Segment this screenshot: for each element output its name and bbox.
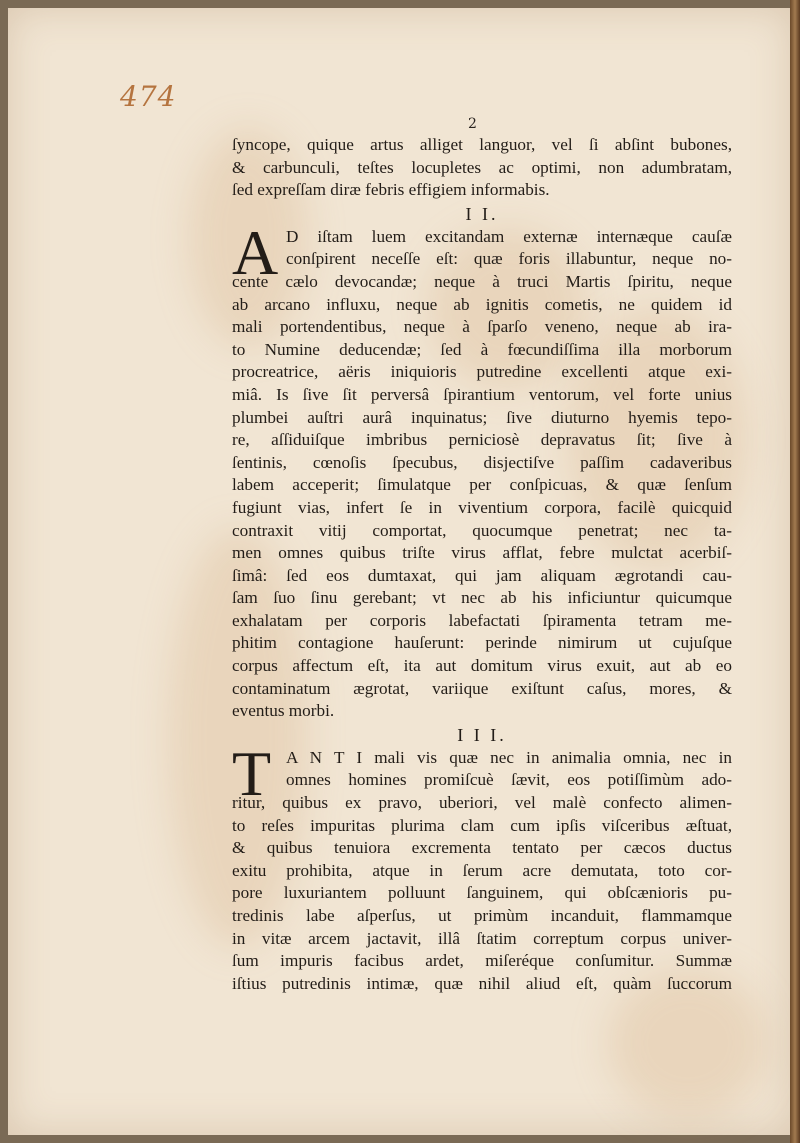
text-line: eventus morbi. — [232, 701, 335, 721]
text-line: to reſes impuritas plurima clam cum ipſis viſceribus æſtuat, — [232, 815, 732, 835]
text-line: fugiunt vias, infert ſe in viventium corpora, facilè quicquid — [232, 497, 732, 517]
text-line: ſum impuris facibus ardet, miſeréque conſumitur. Summæ — [232, 951, 732, 971]
section-iii-paragraph — [232, 737, 732, 996]
section-heading-ii: I I. — [465, 203, 499, 224]
text-line: ſentinis, cœnoſis ſpecubus, disjectiſve paſſim cadaveribus — [232, 452, 732, 472]
text-line: & quibus tenuiora excrementa tentato per cæcos ductus — [232, 838, 732, 858]
text-line: procreatrice, aëris iniquioris putredine excellenti atque exi- — [232, 362, 732, 382]
text-line: labem acceperit; ſimulatque per conſpicuas, & quæ ſenſum — [232, 475, 732, 495]
text-line: ritur, quibus ex pravo, uberiori, vel malè confecto alimen- — [232, 793, 732, 813]
opening-paragraph — [232, 134, 732, 202]
text-line: to Numine deducendæ; ſed à fœcundiſſima illa morborum — [232, 339, 732, 359]
body-text — [232, 134, 732, 995]
text-line: tredinis labe aſperſus, ut primùm incanduit, flammamque — [232, 906, 732, 925]
text-line: pore luxuriantem polluunt ſanguinem, qui obſcænioris pu- — [232, 883, 732, 903]
text-line: phitim contagione hauſerunt: perinde nimirum ut cujuſque — [232, 633, 732, 653]
text-line: ab arcano influxu, neque ab ignitis cometis, ne quidem id — [232, 294, 732, 314]
text-line: contraxit vitij comportat, quocumque penetrat; nec ta- — [232, 520, 732, 540]
text-line: ſam ſuo ſinu gerebant; vt nec ab his inficiuntur quicumque — [232, 588, 732, 608]
text-line: A N T I mali vis quæ nec in animalia omnia, nec in — [286, 747, 732, 767]
text-line: exitu prohibita, atque in ſerum acre demutata, toto cor- — [232, 860, 732, 880]
text-line: cente cælo devocandæ; neque à truci Martis ſpiritu, neque — [232, 271, 732, 291]
text-line: iſtius putredinis intimæ, quæ nihil aliud eſt, quàm ſuccorum — [232, 973, 732, 993]
text-line: miâ. Is ſive ſit perversâ ſpirantium ventorum, vel forte unius — [232, 384, 732, 404]
section-ii-paragraph — [232, 216, 732, 723]
text-line: ſed expreſſam diræ febris effigiem informabis. — [232, 180, 550, 200]
text-line: & carbunculi, teſtes locupletes ac optimi, non adumbratam, — [232, 157, 732, 177]
text-line: mali portendentibus, neque à ſparſo veneno, neque ab ira- — [232, 317, 732, 337]
text-line: omnes homines promiſcuè ſævit, eos potiſſimùm ado- — [286, 770, 732, 790]
text-line: ſyncope, quique artus alliget languor, vel ſi abſint bubones, — [232, 135, 732, 154]
text-line: plumbei auſtri aurâ inquinatus; ſive diuturno hyemis tepo- — [232, 407, 732, 427]
drop-capital: T — [232, 737, 272, 809]
section-heading-iii: I I I. — [457, 724, 507, 745]
handwritten-folio-number: 474 — [120, 80, 177, 113]
book-fore-edge — [790, 0, 800, 1143]
text-line: conſpirent neceſſe eſt: quæ foris illabuntur, neque no- — [286, 249, 732, 269]
text-line: in vitæ arcem jactavit, illâ ſtatim correptum corpus univer- — [232, 928, 732, 948]
text-line: exhalatam per corporis labefactati ſpiramenta tetram me- — [232, 610, 732, 630]
text-line: re, aſſiduiſque imbribus perniciosè depravatus ſit; ſive à — [232, 430, 732, 450]
text-line: ſimâ: ſed eos dumtaxat, qui jam aliquam ægrotandi cau- — [232, 565, 732, 585]
text-line: D iſtam luem excitandam externæ internæque cauſæ — [286, 226, 732, 246]
text-line: men omnes quibus triſte virus afflat, febre mulctat acerbiſ- — [232, 543, 732, 563]
text-line: contaminatum ægrotat, variique exiſtunt caſus, mores, & — [232, 678, 732, 698]
drop-capital: A — [232, 216, 279, 288]
signature-number: 2 — [468, 116, 477, 132]
text-line: corpus affectum eſt, ita aut domitum virus exuit, aut ab eo — [232, 656, 732, 676]
